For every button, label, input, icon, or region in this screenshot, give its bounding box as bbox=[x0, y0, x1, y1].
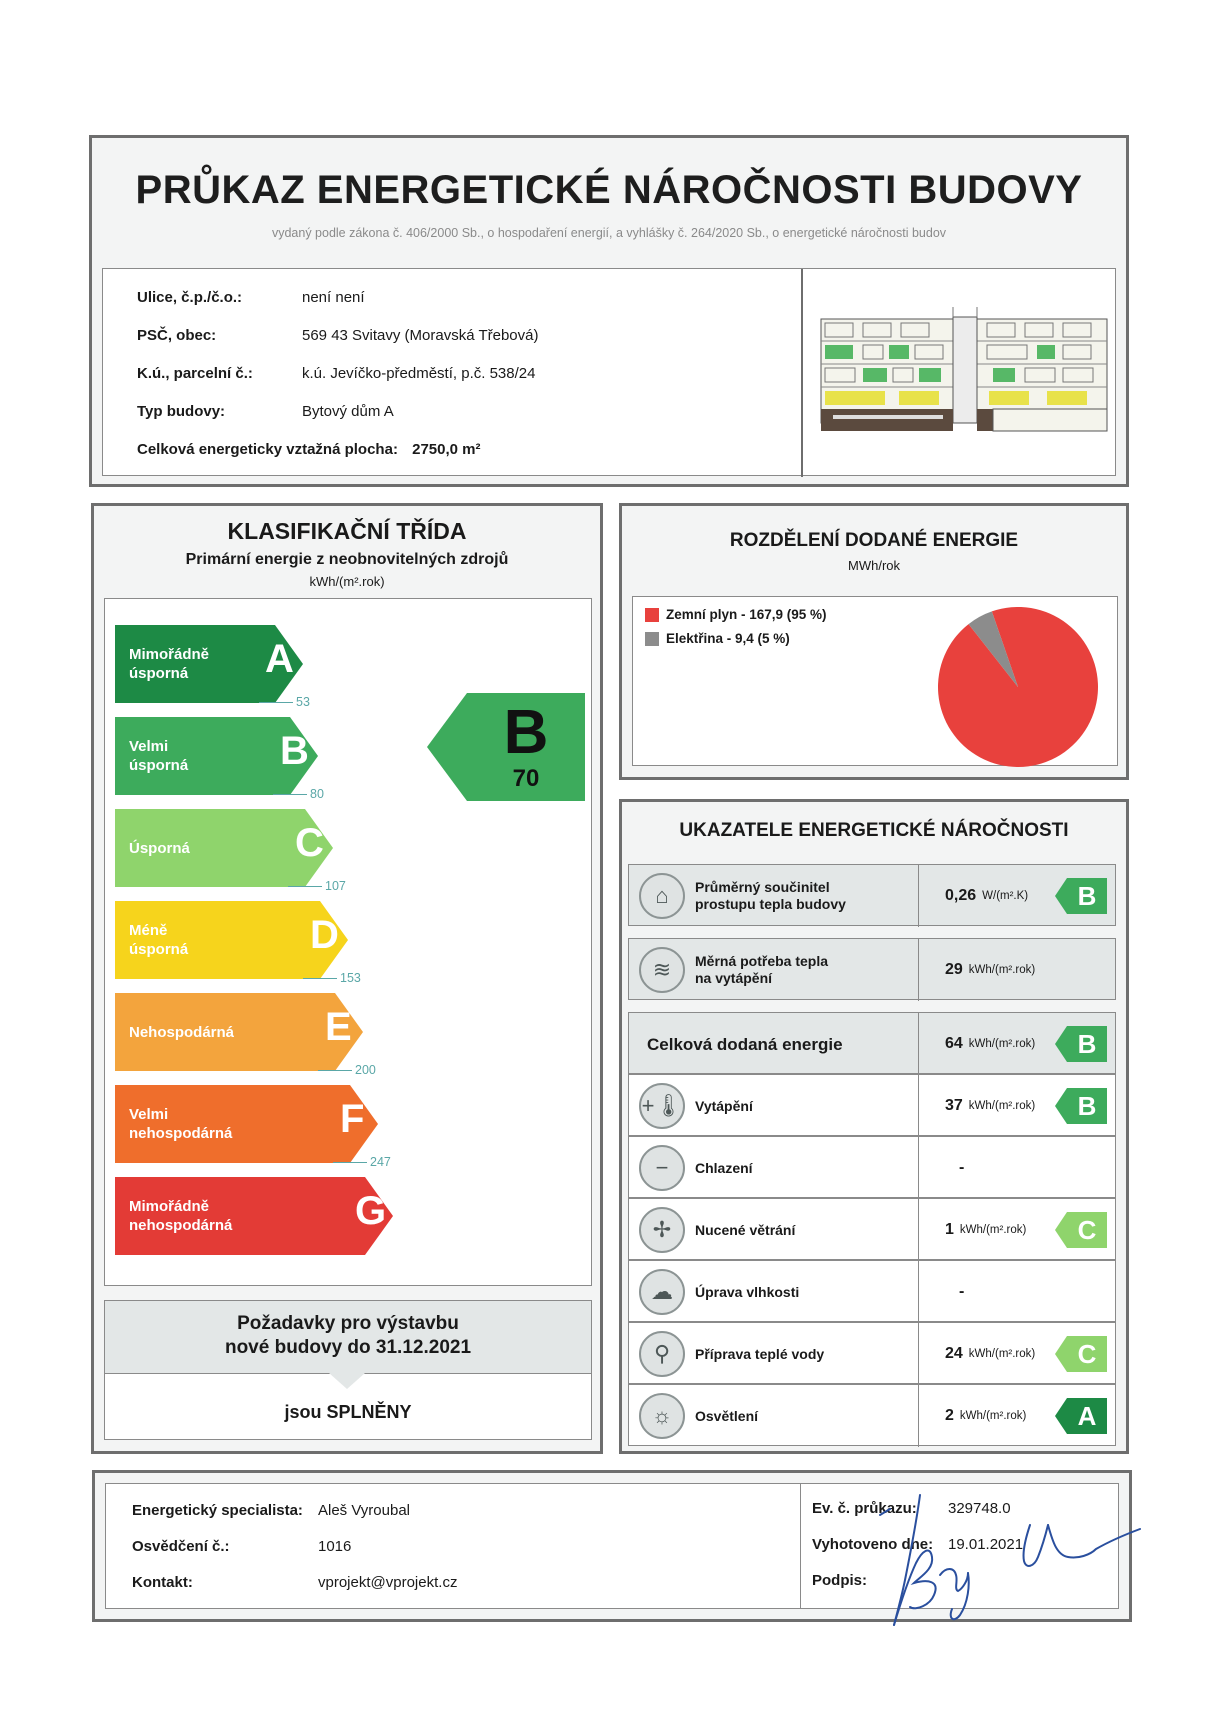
class-letter-e: E bbox=[325, 1005, 352, 1049]
class-badge bbox=[1055, 1026, 1107, 1062]
street-label: Ulice, č.p./č.o.: bbox=[137, 289, 243, 306]
indicator-value-cell bbox=[919, 1385, 1117, 1447]
date-label: Vyhotoveno dne: bbox=[812, 1536, 934, 1553]
indicator-name: Příprava teplé vody bbox=[695, 1345, 825, 1362]
tap-icon: ⚲ bbox=[639, 1331, 685, 1377]
energy-split-title: ROZDĚLENÍ DODANÉ ENERGIE bbox=[729, 530, 1019, 551]
class-letter-c: C bbox=[295, 821, 324, 865]
energy-split-frame bbox=[619, 503, 1129, 780]
result-arrow bbox=[427, 693, 585, 801]
threshold-247: 247 bbox=[333, 1155, 391, 1169]
classification-frame bbox=[91, 503, 603, 1454]
class-badge bbox=[1055, 1088, 1107, 1124]
indicator-row bbox=[628, 864, 1116, 926]
badge-letter: A bbox=[1077, 1400, 1097, 1431]
energy-split-unit: MWh/rok bbox=[848, 558, 900, 573]
class-label-b: Velmi úsporná bbox=[129, 738, 189, 774]
sign-label: Podpis: bbox=[812, 1572, 867, 1589]
badge-tip bbox=[1055, 1026, 1067, 1062]
badge-letter: C bbox=[1077, 1338, 1097, 1369]
classification-title: KLASIFIKAČNÍ TŘÍDA bbox=[227, 518, 467, 544]
indicator-value: 24 kWh/(m².rok) bbox=[945, 1345, 1036, 1362]
ev-value: 329748.0 bbox=[948, 1500, 1011, 1517]
indicator-name: Měrná potřeba tepla na vytápění bbox=[695, 953, 829, 986]
type-value: Bytový dům A bbox=[302, 403, 394, 420]
thermometer-plus-icon: +🌡 bbox=[639, 1083, 685, 1129]
result-arrow-tip bbox=[427, 693, 467, 801]
indicator-name-cell bbox=[629, 865, 919, 927]
badge-tip bbox=[1055, 1336, 1067, 1372]
indicator-value: 2 kWh/(m².rok) bbox=[945, 1407, 1027, 1424]
indicator-name-cell bbox=[629, 939, 919, 1001]
indicator-row bbox=[628, 1012, 1116, 1074]
legend-item-electricity bbox=[645, 631, 790, 646]
building-photo bbox=[801, 269, 1117, 477]
legend-label-gas: Zemní plyn - 167,9 (95 %) bbox=[666, 607, 827, 622]
indicator-name: Nucené větrání bbox=[695, 1221, 796, 1238]
indicator-unit: kWh/(m².rok) bbox=[968, 1100, 1036, 1112]
street-value: není není bbox=[302, 289, 365, 306]
area-label: Celková energeticky vztažná plocha: bbox=[137, 441, 398, 458]
indicator-value-cell bbox=[919, 1323, 1117, 1385]
building-info-box bbox=[102, 268, 1116, 476]
legend-swatch-electricity bbox=[645, 632, 659, 646]
badge-letter: C bbox=[1077, 1214, 1097, 1245]
type-label: Typ budovy: bbox=[137, 403, 226, 420]
indicator-row bbox=[628, 1384, 1116, 1446]
indicator-value: 29 kWh/(m².rok) bbox=[945, 961, 1036, 978]
indicator-value-cell bbox=[919, 1013, 1117, 1075]
indicator-name-cell bbox=[629, 1385, 919, 1447]
class-label-g: Mimořádně nehospodárná bbox=[129, 1198, 233, 1234]
class-badge bbox=[1055, 1336, 1107, 1372]
result-value: 70 bbox=[512, 765, 540, 792]
result-letter: B bbox=[503, 698, 549, 767]
indicator-unit: kWh/(m².rok) bbox=[959, 1224, 1027, 1236]
classification-subtitle: Primární energie z neobnovitelných zdrojů bbox=[185, 551, 509, 568]
indicator-value: 1 kWh/(m².rok) bbox=[945, 1221, 1027, 1238]
type-row bbox=[137, 403, 394, 420]
energy-split-chart-box bbox=[632, 596, 1118, 766]
badge-tip bbox=[1055, 878, 1067, 914]
threshold-153: 153 bbox=[303, 971, 361, 985]
indicator-name-cell bbox=[629, 1013, 919, 1075]
indicator-value: - bbox=[959, 1283, 965, 1300]
class-badge bbox=[1055, 878, 1107, 914]
specialist-value: Aleš Vyroubal bbox=[318, 1502, 410, 1519]
psc-row bbox=[137, 327, 539, 344]
indicator-name: Průměrný součinitel prostupu tepla budovy bbox=[695, 879, 846, 912]
ku-row bbox=[137, 365, 536, 382]
heating-icon: ≋ bbox=[639, 947, 685, 993]
class-letter-f: F bbox=[340, 1097, 365, 1141]
indicator-unit: kWh/(m².rok) bbox=[968, 964, 1036, 976]
indicator-value: 64 kWh/(m².rok) bbox=[945, 1035, 1036, 1052]
building-facade-drawing bbox=[803, 269, 1115, 475]
page-title: PRŮKAZ ENERGETICKÉ NÁROČNOSTI BUDOVY bbox=[135, 168, 1083, 212]
badge-tip bbox=[1055, 1212, 1067, 1248]
light-bulb-icon: ☼ bbox=[639, 1393, 685, 1439]
indicator-row bbox=[628, 1136, 1116, 1198]
indicator-unit: kWh/(m².rok) bbox=[959, 1410, 1027, 1422]
indicator-row bbox=[628, 1198, 1116, 1260]
indicator-name-cell bbox=[629, 1323, 919, 1385]
indicator-value: - bbox=[959, 1159, 965, 1176]
class-letter-a: A bbox=[265, 637, 294, 681]
indicator-value: 37 kWh/(m².rok) bbox=[945, 1097, 1036, 1114]
street-row bbox=[137, 289, 365, 306]
indicator-name: Osvětlení bbox=[695, 1407, 759, 1424]
indicator-name: Vytápění bbox=[695, 1097, 753, 1114]
badge-letter: B bbox=[1077, 1090, 1097, 1121]
thermometer-minus-icon: − bbox=[639, 1145, 685, 1191]
indicator-name-cell bbox=[629, 1075, 919, 1137]
page-subtitle: vydaný podle zákona č. 406/2000 Sb., o hospodaření energií, a vyhlášky č. 264/2020 Sb., o energetické náročnosti budov bbox=[271, 226, 947, 240]
contact-value: vprojekt@vprojekt.cz bbox=[318, 1574, 458, 1591]
indicator-value-cell bbox=[919, 939, 1117, 1001]
area-value: 2750,0 m² bbox=[412, 441, 481, 458]
footer-divider bbox=[800, 1484, 801, 1608]
indicator-value-cell bbox=[919, 1075, 1117, 1137]
class-label-d: Méně úsporná bbox=[129, 922, 189, 958]
indicator-row bbox=[628, 1260, 1116, 1322]
ku-label: K.ú., parcelní č.: bbox=[137, 365, 253, 382]
indicator-unit: kWh/(m².rok) bbox=[968, 1348, 1036, 1360]
specialist-label: Energetický specialista: bbox=[132, 1502, 303, 1519]
date-value: 19.01.2021 bbox=[948, 1536, 1024, 1553]
indicator-unit: W/(m².K) bbox=[982, 890, 1029, 902]
threshold-53: 53 bbox=[259, 695, 310, 709]
indicator-value: 0,26 W/(m².K) bbox=[945, 887, 1029, 904]
requirements-title-line1: Požadavky pro výstavbu bbox=[237, 1313, 459, 1334]
humidity-icon: ☁ bbox=[639, 1269, 685, 1315]
indicator-name: Chlazení bbox=[695, 1159, 753, 1176]
classification-unit: kWh/(m².rok) bbox=[309, 574, 385, 589]
threshold-107: 107 bbox=[288, 879, 346, 893]
indicator-name: Úprava vlhkosti bbox=[695, 1283, 800, 1300]
indicator-name: Celková dodaná energie bbox=[647, 1034, 843, 1054]
fan-icon: ✢ bbox=[639, 1207, 685, 1253]
indicator-row bbox=[628, 1074, 1116, 1136]
psc-value: 569 43 Svitavy (Moravská Třebová) bbox=[302, 327, 539, 344]
threshold-200: 200 bbox=[318, 1063, 376, 1077]
indicator-unit: kWh/(m².rok) bbox=[968, 1038, 1036, 1050]
badge-letter: B bbox=[1077, 880, 1097, 911]
ku-value: k.ú. Jevíčko-předměstí, p.č. 538/24 bbox=[302, 365, 536, 382]
class-label-e: Nehospodárná bbox=[129, 1023, 235, 1041]
psc-label: PSČ, obec: bbox=[137, 327, 217, 344]
badge-letter: B bbox=[1077, 1028, 1097, 1059]
requirements-pointer bbox=[329, 1373, 365, 1389]
header-frame bbox=[89, 135, 1129, 487]
indicator-name-cell bbox=[629, 1137, 919, 1199]
indicator-name-cell bbox=[629, 1261, 919, 1323]
class-letter-d: D bbox=[310, 913, 339, 957]
class-label-c: Úsporná bbox=[129, 839, 190, 857]
signature-drawing bbox=[850, 1485, 1150, 1655]
class-badge bbox=[1055, 1398, 1107, 1434]
indicators-title: UKAZATELE ENERGETICKÉ NÁROČNOSTI bbox=[679, 820, 1069, 841]
indicator-row bbox=[628, 938, 1116, 1000]
energy-pie-chart bbox=[933, 597, 1103, 767]
class-badge bbox=[1055, 1212, 1107, 1248]
contact-label: Kontakt: bbox=[132, 1574, 193, 1591]
legend-label-electricity: Elektřina - 9,4 (5 %) bbox=[666, 631, 790, 646]
indicator-value-cell bbox=[919, 1137, 1117, 1199]
legend-item-gas bbox=[645, 607, 827, 622]
indicator-name-cell bbox=[629, 1199, 919, 1261]
badge-tip bbox=[1055, 1398, 1067, 1434]
badge-tip bbox=[1055, 1088, 1067, 1124]
area-row bbox=[137, 441, 481, 458]
threshold-80: 80 bbox=[273, 787, 324, 801]
class-letter-b: B bbox=[280, 729, 309, 773]
energy-scale-box bbox=[104, 598, 592, 1286]
requirements-title-line2: nové budovy do 31.12.2021 bbox=[224, 1337, 472, 1358]
class-letter-g: G bbox=[355, 1189, 387, 1233]
cert-label: Osvědčení č.: bbox=[132, 1538, 230, 1555]
class-label-f: Velmi nehospodárná bbox=[129, 1106, 233, 1142]
indicator-value-cell bbox=[919, 865, 1117, 927]
indicator-row bbox=[628, 1322, 1116, 1384]
requirements-box bbox=[104, 1300, 592, 1440]
legend-swatch-gas bbox=[645, 608, 659, 622]
cert-value: 1016 bbox=[318, 1538, 352, 1555]
indicators-frame bbox=[619, 799, 1129, 1454]
class-label-a: Mimořádně úsporná bbox=[129, 646, 210, 682]
indicator-value-cell bbox=[919, 1261, 1117, 1323]
indicator-value-cell bbox=[919, 1199, 1117, 1261]
ev-label: Ev. č. průkazu: bbox=[812, 1500, 917, 1517]
house-icon: ⌂ bbox=[639, 873, 685, 919]
requirements-result: jsou SPLNĚNY bbox=[284, 1402, 412, 1422]
